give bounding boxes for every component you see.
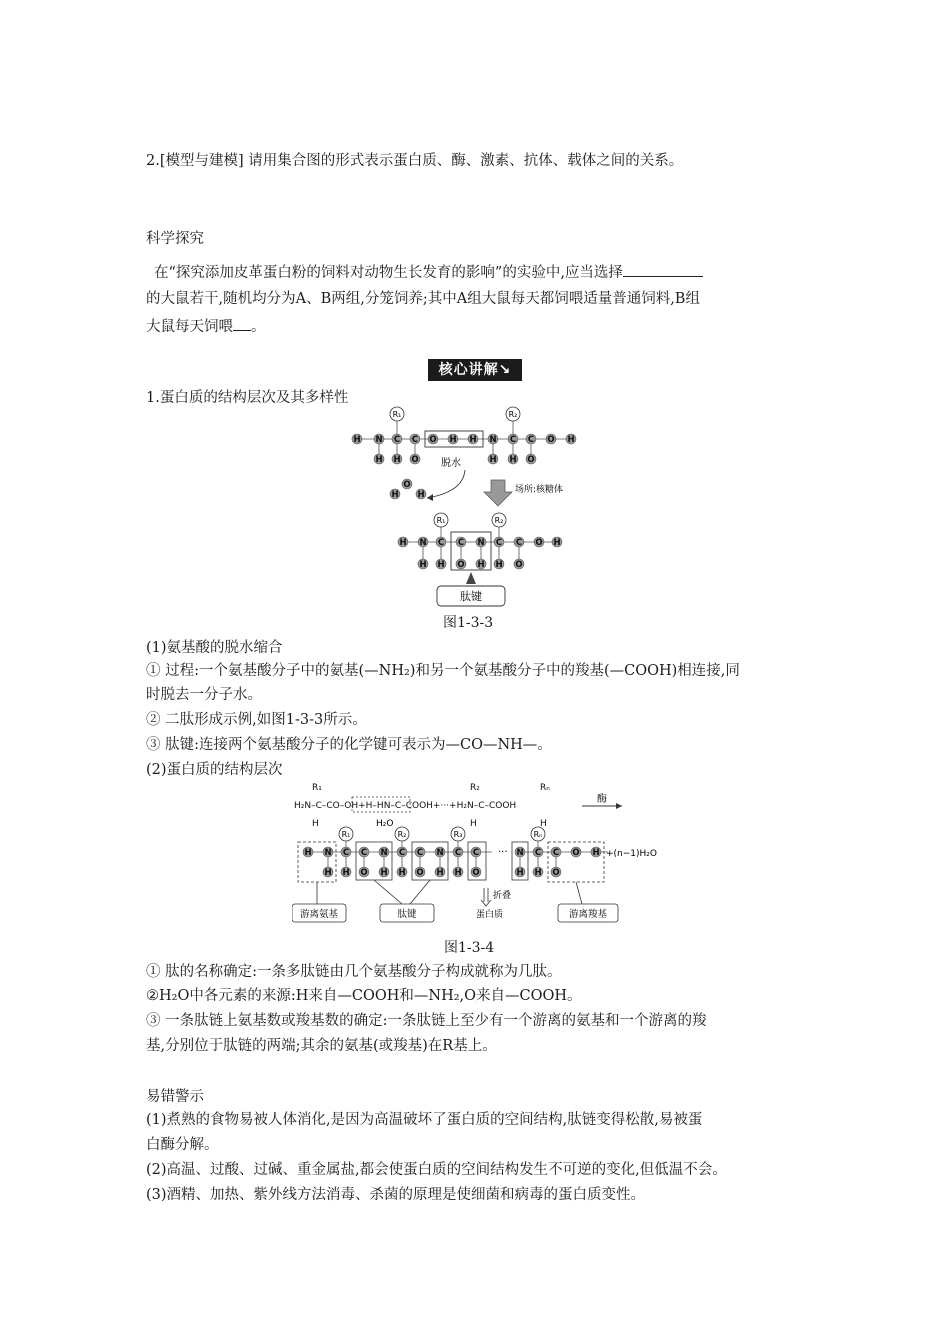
science-line-2: 的大鼠若干,随机均分为A、B两组,分笼饲养;其中A组大鼠每天都饲喂适量普通饲料,B组: [146, 291, 700, 307]
r1-label-product: R₁: [436, 516, 446, 525]
p2-line-4: 基,分别位于肽链的两端;其余的氨基(或羧基)在R基上。: [146, 1038, 497, 1054]
svg-text:O: O: [515, 560, 523, 570]
svg-text:N: N: [380, 848, 388, 858]
site-label: 场所:核糖体: [515, 485, 564, 495]
p1-heading: (1)氨基酸的脱水缩合: [146, 640, 283, 656]
svg-text:N: N: [489, 435, 497, 445]
svg-text:C: C: [411, 435, 419, 445]
chain-r3-label: R₃: [453, 830, 463, 839]
chain-r2-label: R₂: [397, 830, 407, 839]
water-label: H₂O: [376, 819, 394, 829]
svg-text:H: H: [437, 560, 445, 570]
svg-text:C: C: [515, 538, 523, 548]
svg-text:R₁: R₁: [312, 783, 322, 793]
warning-title: 易错警示: [146, 1089, 204, 1105]
p1-heading-2: (2)蛋白质的结构层次: [146, 762, 283, 778]
svg-text:H: H: [534, 868, 542, 878]
warning-line-4: (3)酒精、加热、紫外线方法消毒、杀菌的原理是使细菌和病毒的蛋白质变性。: [146, 1187, 646, 1203]
svg-text:H: H: [398, 868, 406, 878]
svg-text:O: O: [572, 848, 580, 858]
svg-text:H: H: [470, 819, 477, 829]
svg-text:H: H: [567, 435, 575, 445]
water-out-label: +(n−1)H₂O: [606, 849, 657, 859]
svg-text:O: O: [535, 538, 543, 548]
svg-text:C: C: [495, 538, 503, 548]
figure-1-3-3: [345, 404, 605, 610]
science-line-1: 在“探究添加皮革蛋白粉的饲料对动物生长发育的影响”的实验中,应当选择: [154, 262, 703, 283]
svg-text:C: C: [416, 848, 424, 858]
svg-text:H: H: [375, 455, 383, 465]
p1-line-4: ③ 肽键:连接两个氨基酸分子的化学键可表示为—CO—NH—。: [146, 737, 552, 753]
fold-label: 折叠: [493, 891, 512, 901]
svg-text:C: C: [342, 848, 350, 858]
dehydrate-label: 脱水: [441, 458, 461, 469]
chain-rn-label: Rₙ: [533, 830, 543, 839]
svg-text:C: C: [454, 848, 462, 858]
svg-text:O: O: [552, 868, 560, 878]
svg-text:H: H: [417, 490, 425, 500]
free-carboxyl-label: 游离羧基: [568, 909, 608, 920]
svg-text:H: H: [391, 490, 399, 500]
svg-text:O: O: [429, 435, 437, 445]
warning-line-2: 白酶分解。: [146, 1137, 219, 1153]
svg-text:H: H: [540, 819, 547, 829]
figure-1-3-3-caption: 图1-3-3: [443, 615, 494, 631]
p1-line-3: ② 二肽形成示例,如图1-3-3所示。: [146, 712, 367, 728]
reaction-arrow: [484, 480, 512, 506]
svg-text:N: N: [324, 848, 332, 858]
svg-text:H: H: [304, 848, 312, 858]
svg-text:N: N: [436, 848, 444, 858]
svg-text:H: H: [489, 455, 497, 465]
question-text: 请用集合图的形式表示蛋白质、酶、激素、抗体、载体之间的关系。: [248, 153, 684, 169]
svg-text:C: C: [398, 848, 406, 858]
warning-line-3: (2)高温、过酸、过碱、重金属盐,都会使蛋白质的空间结构发生不可逆的变化,但低温不会。: [146, 1162, 727, 1178]
svg-text:O: O: [360, 868, 368, 878]
svg-text:O: O: [457, 560, 465, 570]
answer-blank-1[interactable]: [623, 262, 703, 277]
enzyme-label: 酶: [597, 794, 607, 805]
svg-text:H: H: [553, 538, 561, 548]
science-line-3: 大鼠每天饲喂 。: [146, 316, 266, 337]
svg-text:H: H: [449, 435, 457, 445]
p2-line-3: ③ 一条肽链上氨基数或羧基数的确定:一条肽链上至少有一个游离的氨基和一个游离的羧: [146, 1013, 707, 1029]
chain-ellipsis: ···: [498, 847, 508, 858]
section-1-title: 1.蛋白质的结构层次及其多样性: [146, 390, 349, 406]
svg-text:O: O: [411, 455, 419, 465]
svg-text:H: H: [353, 435, 361, 445]
svg-text:H₂N–C–CO–OH+H–HN–C–COOH+···+H₂: H₂N–C–CO–OH+H–HN–C–COOH+···+H₂N–C–COOH: [294, 801, 517, 811]
r2-label: R₂: [508, 410, 518, 419]
p2-line-1: ① 肽的名称确定:一条多肽链由几个氨基酸分子构成就称为几肽。: [146, 964, 562, 980]
svg-text:C: C: [527, 435, 535, 445]
r2-label-product: R₂: [494, 516, 504, 525]
peptide-bond-label-2: 肽键: [397, 909, 417, 920]
svg-text:H: H: [312, 819, 319, 829]
svg-text:H: H: [477, 560, 485, 570]
svg-text:R₂: R₂: [470, 783, 480, 793]
svg-text:N: N: [419, 538, 427, 548]
svg-text:C: C: [534, 848, 542, 858]
svg-text:C: C: [472, 848, 480, 858]
svg-text:H: H: [342, 868, 350, 878]
svg-text:C: C: [360, 848, 368, 858]
svg-text:O: O: [403, 480, 411, 490]
svg-text:H: H: [393, 455, 401, 465]
svg-text:O: O: [527, 455, 535, 465]
svg-text:N: N: [375, 435, 383, 445]
svg-text:H: H: [592, 848, 600, 858]
svg-text:C: C: [509, 435, 517, 445]
svg-text:O: O: [416, 868, 424, 878]
p1-line-2: 时脱去一分子水。: [146, 687, 262, 703]
protein-label: 蛋白质: [476, 910, 504, 920]
answer-blank-2[interactable]: [233, 316, 251, 331]
svg-text:N: N: [516, 848, 524, 858]
figure-1-3-4: [292, 780, 672, 930]
svg-text:N: N: [477, 538, 485, 548]
rn-label: Rₙ: [540, 783, 550, 793]
warning-line-1: (1)煮熟的食物易被人体消化,是因为高温破坏了蛋白质的空间结构,肽链变得松散,易被蛋: [146, 1112, 703, 1128]
p2-line-2: ②H₂O中各元素的来源:H来自—COOH和—NH₂,O来自—COOH。: [146, 988, 582, 1004]
question-number: 2.: [146, 153, 160, 169]
question-tag: [模型与建模]: [159, 153, 244, 169]
svg-text:H: H: [380, 868, 388, 878]
science-title: 科学探究: [146, 231, 204, 247]
free-amino-label: 游离氨基: [299, 909, 339, 920]
svg-text:C: C: [552, 848, 560, 858]
svg-text:H: H: [399, 538, 407, 548]
svg-text:C: C: [437, 538, 445, 548]
svg-text:C: C: [457, 538, 465, 548]
core-explanation-badge: 核心讲解↘: [428, 359, 522, 381]
figure-1-3-4-caption: 图1-3-4: [444, 940, 495, 956]
svg-text:H: H: [469, 435, 477, 445]
r1-label: R₁: [392, 410, 402, 419]
question-2: [146, 151, 683, 171]
svg-text:H: H: [419, 560, 427, 570]
svg-text:H: H: [324, 868, 332, 878]
svg-text:H: H: [516, 868, 524, 878]
svg-text:O: O: [547, 435, 555, 445]
svg-text:H: H: [436, 868, 444, 878]
svg-text:H: H: [495, 560, 503, 570]
peptide-bond-label: 肽键: [460, 590, 482, 603]
p1-line-1: ① 过程:一个氨基酸分子中的氨基(—NH₂)和另一个氨基酸分子中的羧基(—COOH)相连接,同: [146, 663, 740, 679]
svg-text:H: H: [509, 455, 517, 465]
svg-text:H: H: [454, 868, 462, 878]
svg-text:C: C: [393, 435, 401, 445]
chain-r1-label: R₁: [341, 830, 351, 839]
svg-text:O: O: [472, 868, 480, 878]
